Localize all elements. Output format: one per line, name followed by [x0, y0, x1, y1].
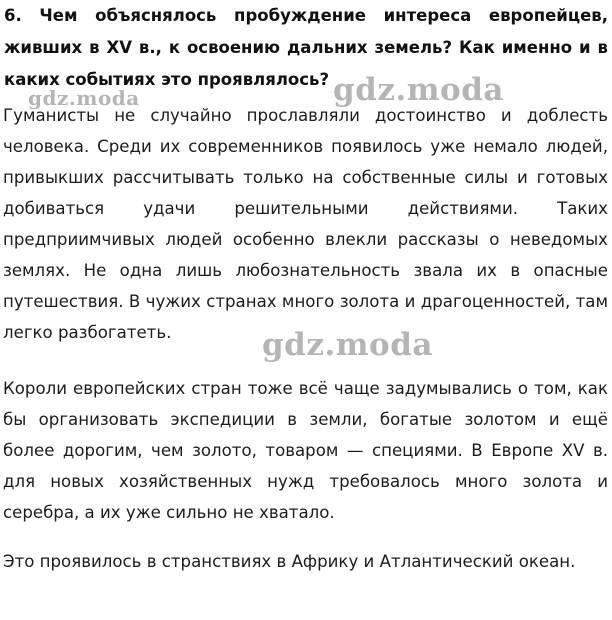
- answer-paragraph-1: Гуманисты не случайно прославляли достоинство и доблесть человека. Среди их современников появилось уже немало людей, привыкших рассчитывать только на собственные силы и готовых добиваться удачи решительными действиями. Таких предприимчивых людей особенно влекли рассказы о неведомых землях. Не одна лишь любознательность звала их в опасные путешествия. В чужих странах много золота и драгоценностей, там легко разбогатеть.: [3, 106, 608, 342]
- answer-paragraph-2: Короли европейских стран тоже всё чаще задумывались о том, как бы организовать экспедиции в земли, богатые золотом и ещё более дорогим, чем золото, товаром — специями. В Европе XV в. для новых хозяйственных нужд требовалось много золота и серебра, а их уже сильно не хватало.: [3, 379, 608, 522]
- answer-paragraph-3: Это проявилось в странствиях в Африку и Атлантический океан.: [3, 552, 576, 571]
- question-heading: 6. Чем объяснялось пробуждение интереса европейцев, живших в XV в., к освоению дальних земель? Как именно и в каких событиях это проявлялось?: [4, 6, 608, 89]
- watermark-top: gdz.moda: [333, 72, 504, 108]
- watermark-small: gdz.moda: [28, 86, 140, 110]
- watermark-middle: gdz.moda: [262, 327, 433, 363]
